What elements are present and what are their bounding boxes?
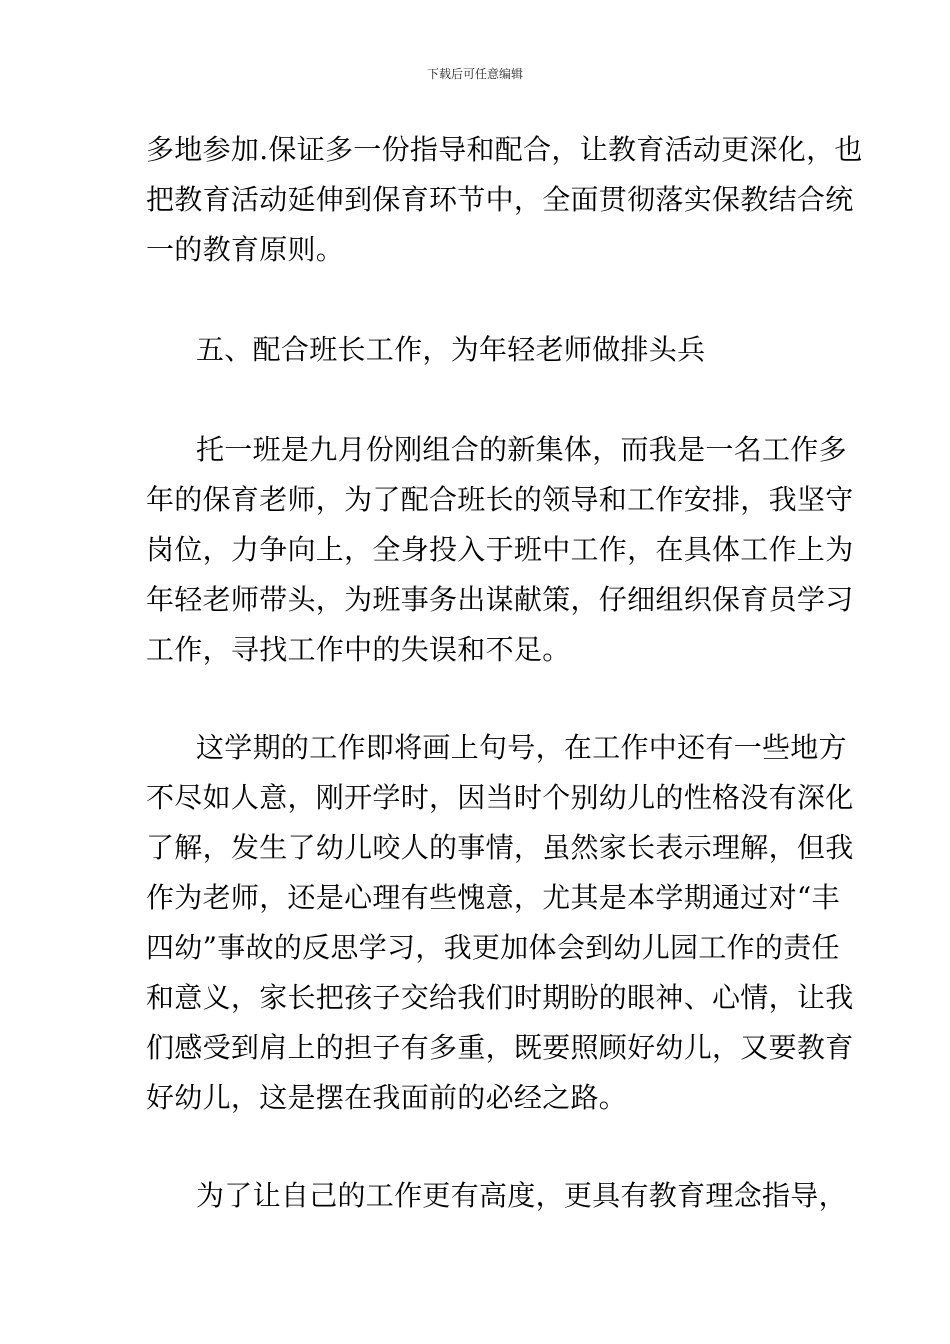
page-header: 下载后可任意编辑 <box>426 67 523 81</box>
text-line: 年的保育老师，为了配合班长的领导和工作安排，我坚守 <box>146 483 854 516</box>
text-line: 四幼”事故的反思学习，我更加体会到幼儿园工作的责任 <box>146 931 840 964</box>
text-line: 们感受到肩上的担子有多重，既要照顾好幼儿，又要教育 <box>146 1031 854 1064</box>
text-line: 好幼儿，这是摆在我面前的必经之路。 <box>146 1081 628 1114</box>
text-line: 把教育活动延伸到保育环节中，全面贯彻落实保教结合统 <box>146 183 854 216</box>
text-line: 这学期的工作即将画上句号，在工作中还有一些地方 <box>196 731 847 764</box>
text-line: 岗位，力争向上，全身投入于班中工作，在具体工作上为 <box>146 533 854 566</box>
text-line: 一的教育原则。 <box>146 233 345 266</box>
text-line: 多地参加.保证多一份指导和配合，让教育活动更深化，也 <box>146 133 863 166</box>
text-line: 为了让自己的工作更有高度，更具有教育理念指导， <box>196 1179 847 1212</box>
text-line: 托一班是九月份刚组合的新集体，而我是一名工作多 <box>196 433 847 466</box>
text-line: 了解，发生了幼儿咬人的事情，虽然家长表示理解，但我 <box>146 831 854 864</box>
text-line: 工作，寻找工作中的失误和不足。 <box>146 633 571 666</box>
text-line: 年轻老师带头，为班事务出谋献策，仔细组织保育员学习 <box>146 583 854 616</box>
text-line: 不尽如人意，刚开学时，因当时个别幼儿的性格没有深化 <box>146 781 854 814</box>
section-heading: 五、配合班长工作，为年轻老师做排头兵 <box>196 333 706 366</box>
text-line: 和意义，家长把孩子交给我们时期盼的眼神、心情，让我 <box>146 981 854 1014</box>
text-line: 作为老师，还是心理有些愧意，尤其是本学期通过对“丰 <box>146 881 840 914</box>
